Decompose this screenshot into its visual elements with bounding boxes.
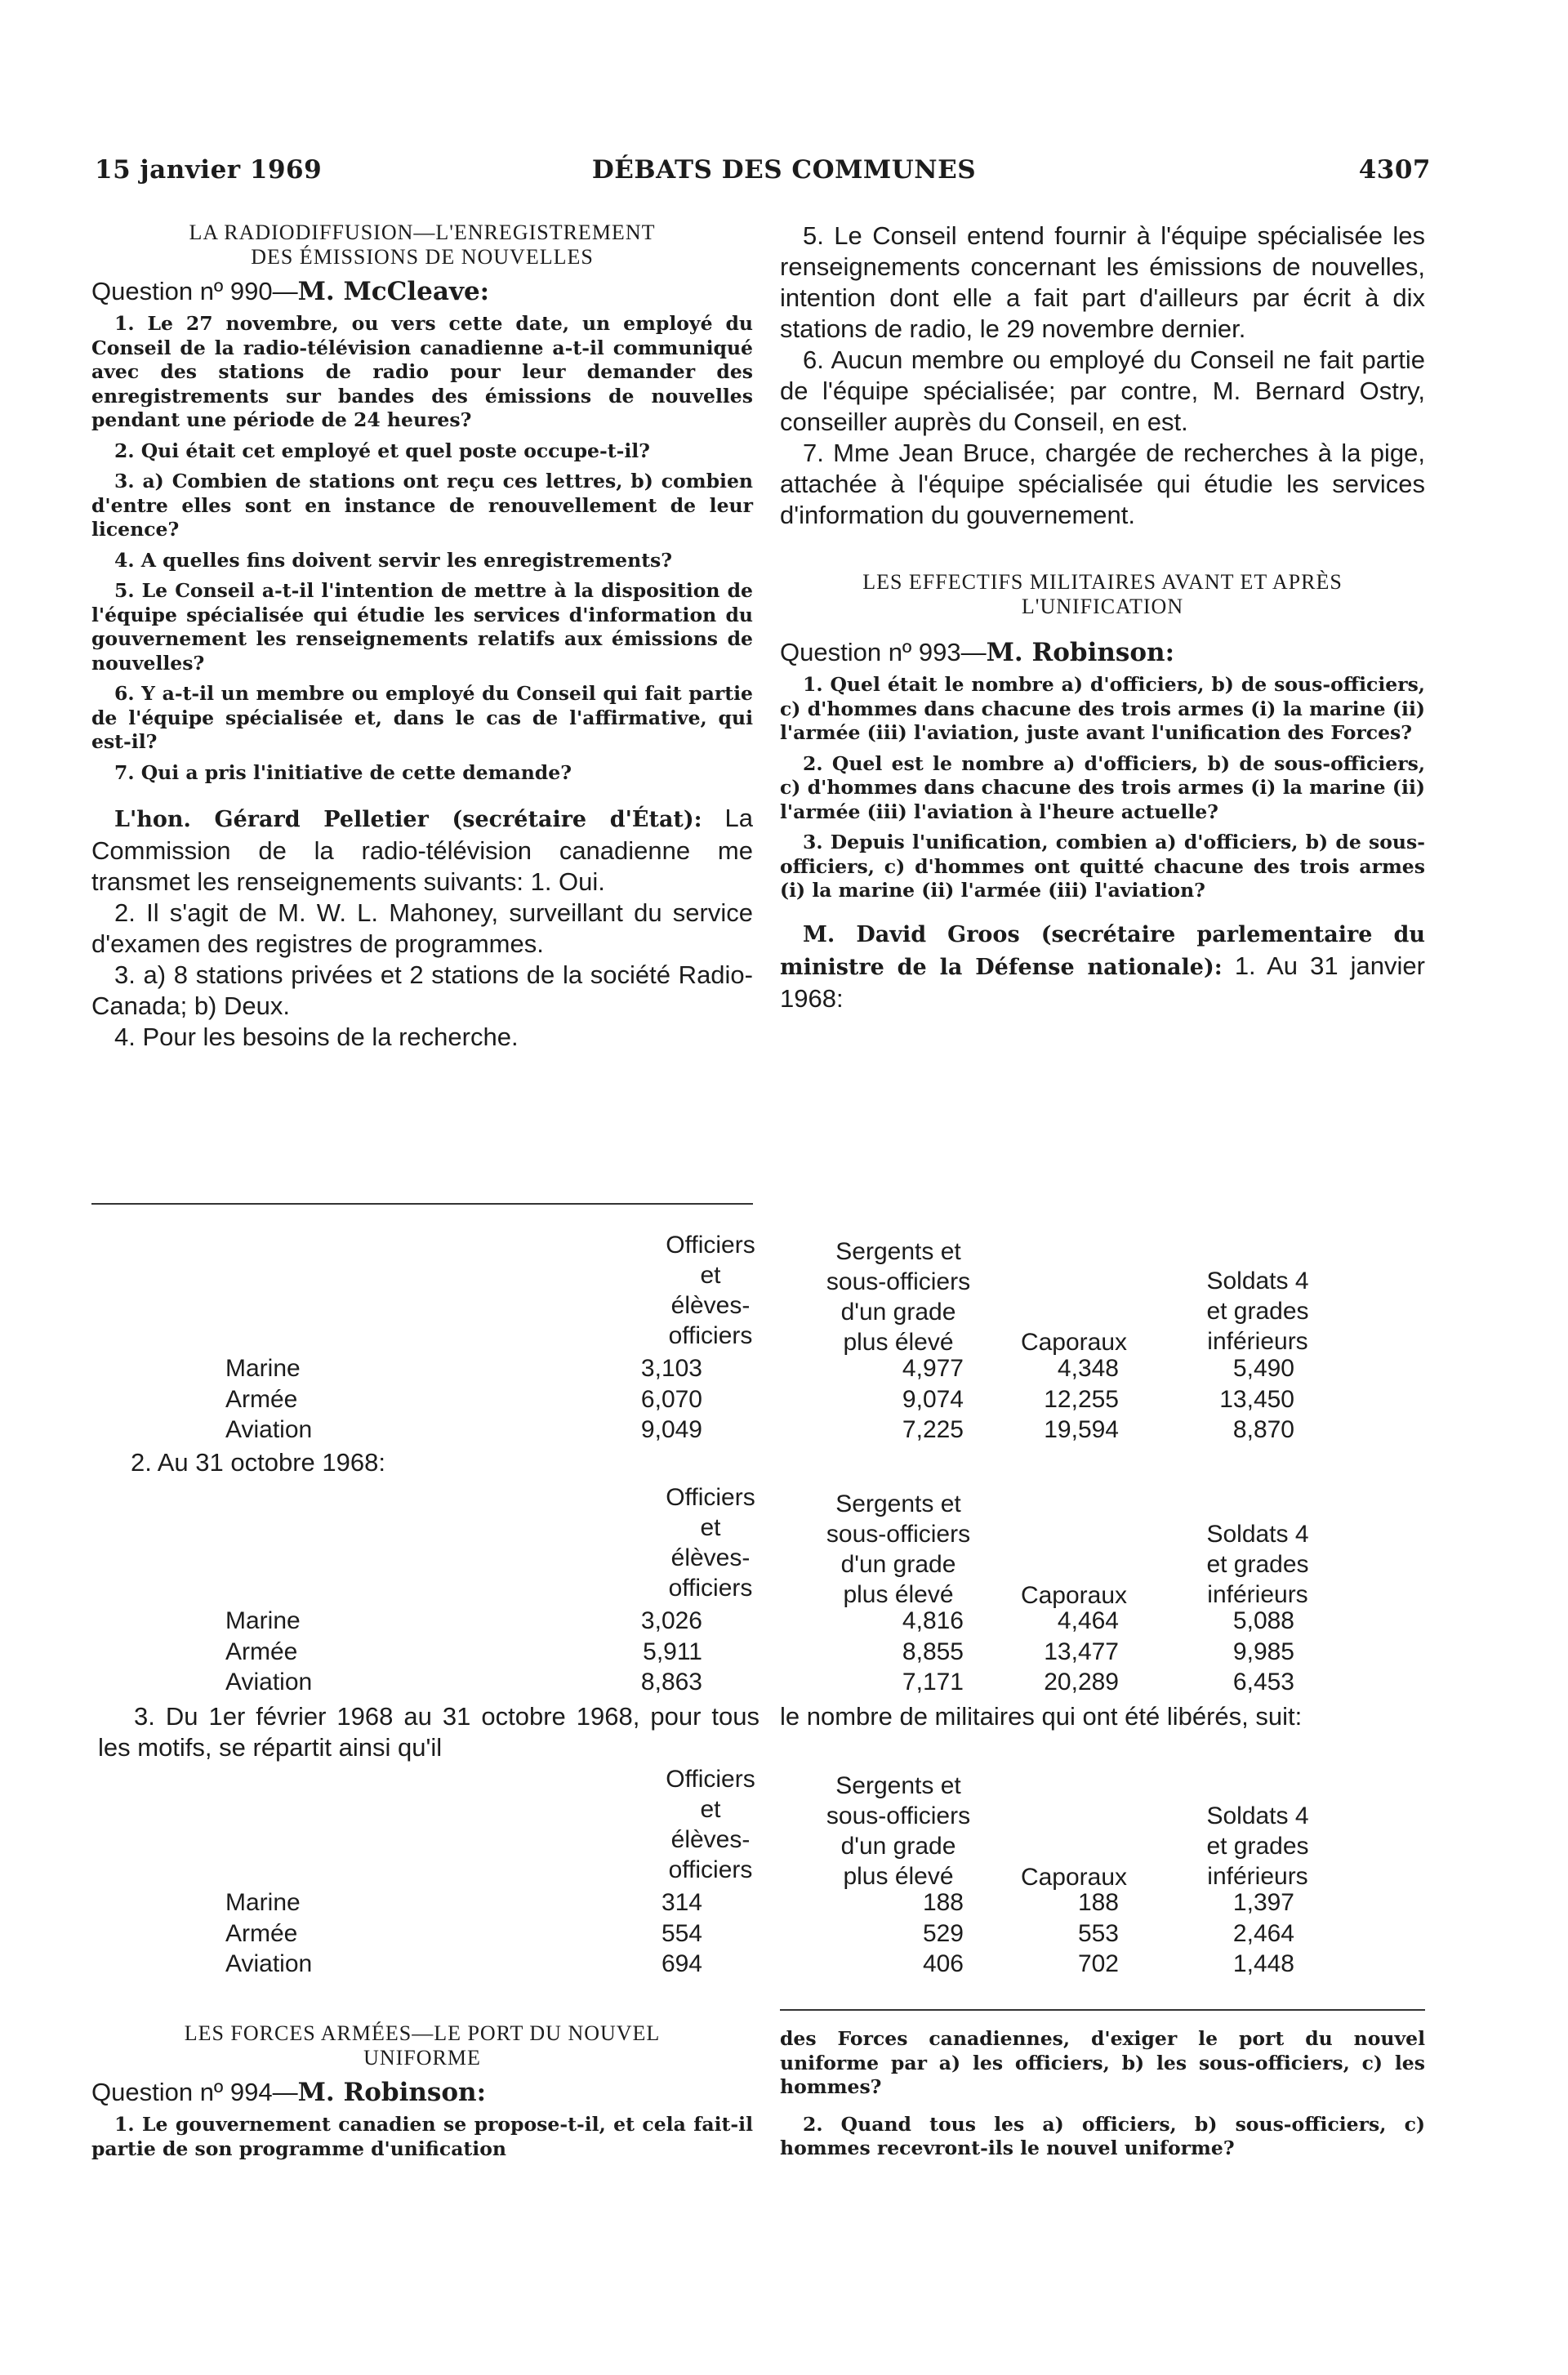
t2-cell-caporaux: 20,289 bbox=[1044, 1669, 1119, 1695]
t2-cell-sergents: 8,855 bbox=[902, 1638, 964, 1665]
t1-cell-soldats: 13,450 bbox=[1219, 1385, 1294, 1413]
t2-row-label: Marine bbox=[225, 1607, 301, 1634]
section-rule-right bbox=[780, 2009, 1425, 2011]
t3-header-soldats: Soldats 4 et grades inférieurs bbox=[1206, 1802, 1309, 1890]
q990-answer-3: 3. a) 8 stations privées et 2 stations de la société Radio-Canada; b) Deux. bbox=[91, 960, 753, 1020]
t3-cell-officiers: 314 bbox=[661, 1889, 702, 1916]
q993-author: M. Robinson: bbox=[986, 638, 1175, 667]
q993-question-label bbox=[780, 637, 1425, 668]
q993-speaker: M. David Groos (secrétaire parlementaire du ministre de la Défense nationale): bbox=[780, 921, 1425, 980]
q993-para-3: 3. Depuis l'unification, combien a) d'officiers, b) de sous-officiers, c) d'hommes ont quitté chacune des trois armes (i) la marine (ii) l'armée (iii) l'aviation? bbox=[780, 831, 1425, 902]
q990-number: Question nº 990— bbox=[91, 277, 298, 305]
t1-cell-sergents: 9,074 bbox=[902, 1385, 964, 1413]
q990-para-7: 7. Qui a pris l'initiative de cette demande? bbox=[114, 760, 572, 784]
q990-heading-line2: DES ÉMISSIONS DE NOUVELLES bbox=[251, 245, 594, 269]
page-header-title: DÉBATS DES COMMUNES bbox=[591, 155, 977, 185]
t2-row-label: Aviation bbox=[225, 1669, 313, 1695]
t1-row-label: Marine bbox=[225, 1355, 301, 1382]
t2-header-officiers: Officiers et élèves- officiers bbox=[666, 1484, 755, 1602]
q994-heading-line2: UNIFORME bbox=[363, 2046, 481, 2070]
t1-header-caporaux: Caporaux bbox=[1020, 1329, 1128, 1356]
t3-header-sergents: Sergents et sous-officiers d'un grade plus élevé bbox=[826, 1772, 971, 1890]
t1-cell-officiers: 3,103 bbox=[640, 1355, 702, 1382]
q993-para-1: 1. Quel était le nombre a) d'officiers, b) de sous-officiers, c) d'hommes dans chacune des trois armes (i) la marine (ii) l'armée (iii) l'aviation, juste avant l'unification des Forces? bbox=[780, 673, 1425, 744]
q990-answer-2: 2. Il s'agit de M. W. L. Mahoney, surveillant du service d'examen des registres de programmes. bbox=[91, 898, 753, 958]
t3-header-caporaux: Caporaux bbox=[1020, 1864, 1128, 1891]
t1-cell-caporaux: 12,255 bbox=[1044, 1385, 1119, 1413]
q990-para-5: 5. Le Conseil a-t-il l'intention de mettre à la disposition de l'équipe spécialisée qui étudie les services d'information du gouvernement les renseignements relatifs aux émissions de nouvelles? bbox=[91, 579, 753, 675]
t2-row-label: Armée bbox=[225, 1638, 298, 1665]
page-number: 4307 bbox=[1358, 155, 1431, 185]
q994-right-block bbox=[780, 2027, 1425, 2168]
q990-para-6: 6. Y a-t-il un membre ou employé du Conseil qui fait partie de l'équipe spécialisée et, dans le cas de l'affirmative, qui est-il? bbox=[91, 682, 753, 753]
q994-para-2: 2. Quand tous les a) officiers, b) sous-officiers, c) hommes recevront-ils le nouvel uniforme? bbox=[780, 2112, 1425, 2159]
t1-header-soldats: Soldats 4 et grades inférieurs bbox=[1206, 1268, 1309, 1355]
q993-answer-text: 1. Au 31 janvier 1968: bbox=[780, 951, 1425, 1013]
q994-left-block bbox=[91, 2021, 753, 2168]
q994-para-1-right: des Forces canadiennes, d'exiger le port du nouvel uniforme par a) les officiers, b) les sous-officiers, c) les hommes? bbox=[780, 2027, 1425, 2098]
q993-para-2: 2. Quel est le nombre a) d'officiers, b) de sous-officiers, c) d'hommes dans chacune des trois armes (i) la marine (ii) l'armée (iii) l'aviation à l'heure actuelle? bbox=[780, 751, 1425, 823]
t1-cell-soldats: 8,870 bbox=[1232, 1416, 1294, 1443]
q990-answer-4: 4. Pour les besoins de la recherche. bbox=[114, 1023, 519, 1051]
t2-cell-soldats: 6,453 bbox=[1232, 1669, 1294, 1695]
t2-cell-soldats: 9,985 bbox=[1232, 1638, 1294, 1665]
t2-header-sergents: Sergents et sous-officiers d'un grade plus élevé bbox=[826, 1491, 971, 1608]
t3-cell-soldats: 1,397 bbox=[1232, 1889, 1294, 1916]
q990-para-1: 1. Le 27 novembre, ou vers cette date, un employé du Conseil de la radio-télévision canadienne a-t-il communiqué avec des stations de radio pour leur demander des enregistrements sur bandes des émissions de nouvelles pendant une période de 24 heures? bbox=[91, 312, 753, 431]
t3-cell-officiers: 554 bbox=[661, 1919, 702, 1947]
q993-answer-3-intro-left: 3. Du 1er février 1968 au 31 octobre 1968, pour tous les motifs, se répartit ainsi qu'il bbox=[98, 1702, 760, 1762]
t1-cell-sergents: 7,225 bbox=[902, 1416, 964, 1443]
q990-author: M. McCleave: bbox=[297, 277, 490, 306]
t2-cell-officiers: 3,026 bbox=[640, 1607, 702, 1634]
t2-cell-caporaux: 13,477 bbox=[1044, 1638, 1119, 1665]
t1-cell-caporaux: 19,594 bbox=[1044, 1416, 1119, 1443]
page-header-date: 15 janvier 1969 bbox=[95, 155, 323, 185]
q994-author: M. Robinson: bbox=[297, 2078, 487, 2107]
q990-answer-intro bbox=[91, 803, 753, 898]
q990-para-2: 2. Qui était cet employé et quel poste occupe-t-il? bbox=[114, 439, 650, 462]
t2-header-caporaux: Caporaux bbox=[1020, 1582, 1128, 1609]
t1-header-sergents: Sergents et sous-officiers d'un grade plus élevé bbox=[826, 1238, 971, 1356]
t3-row-label: Aviation bbox=[225, 1950, 313, 1977]
t2-cell-soldats: 5,088 bbox=[1232, 1607, 1294, 1634]
t1-cell-officiers: 9,049 bbox=[640, 1416, 702, 1443]
t3-row-label: Marine bbox=[225, 1889, 301, 1916]
q993-number: Question nº 993— bbox=[780, 638, 987, 666]
t1-row-label: Armée bbox=[225, 1385, 298, 1413]
t1-header-officiers: Officiers et élèves- officiers bbox=[666, 1232, 755, 1349]
q990-answer-6: 6. Aucun membre ou employé du Conseil ne fait partie de l'équipe spécialisée; par contre, M. Bernard Ostry, conseiller auprès du Conseil, en est. bbox=[780, 345, 1425, 436]
t3-cell-sergents: 529 bbox=[922, 1919, 964, 1947]
t1-cell-caporaux: 4,348 bbox=[1057, 1355, 1119, 1382]
t3-cell-caporaux: 553 bbox=[1077, 1919, 1119, 1947]
t2-cell-sergents: 7,171 bbox=[902, 1669, 964, 1695]
q993-answer-intro bbox=[780, 918, 1425, 1014]
t3-header-officiers: Officiers et élèves- officiers bbox=[666, 1766, 755, 1883]
q990-answer-text: La Commission de la radio-télévision canadienne me transmet les renseignements suivants: 1. Oui. bbox=[91, 804, 753, 896]
q990-speaker: L'hon. Gérard Pelletier (secrétaire d'État): bbox=[114, 807, 702, 832]
q994-heading-line1: LES FORCES ARMÉES—LE PORT DU NOUVEL bbox=[184, 2021, 661, 2045]
t1-row-label: Aviation bbox=[225, 1416, 313, 1443]
q990-question-label bbox=[91, 276, 753, 307]
t2-cell-caporaux: 4,464 bbox=[1057, 1607, 1119, 1634]
t3-cell-soldats: 2,464 bbox=[1232, 1919, 1294, 1947]
t2-cell-officiers: 8,863 bbox=[640, 1669, 702, 1695]
t2-header-soldats: Soldats 4 et grades inférieurs bbox=[1206, 1521, 1309, 1608]
t2-cell-sergents: 4,816 bbox=[902, 1607, 964, 1634]
t1-cell-officiers: 6,070 bbox=[640, 1385, 702, 1413]
q990-para-3: 3. a) Combien de stations ont reçu ces lettres, b) combien d'entre elles sont en instance de renouvellement de leur licence? bbox=[91, 470, 753, 541]
t1-cell-soldats: 5,490 bbox=[1232, 1355, 1294, 1382]
q993-heading-line1: LES EFFECTIFS MILITAIRES AVANT ET APRÈS bbox=[862, 570, 1343, 594]
left-column bbox=[91, 221, 753, 1053]
q994-question-label bbox=[91, 2077, 753, 2108]
q990-answer-5: 5. Le Conseil entend fournir à l'équipe spécialisée les renseignements concernant les émissions de nouvelles, intention dont elle a fait part d'ailleurs par écrit à dix stations de radio, le 29 novembre dernier. bbox=[780, 221, 1425, 343]
q993-answer-2-intro: 2. Au 31 octobre 1968: bbox=[131, 1448, 385, 1477]
q990-answer-7: 7. Mme Jean Bruce, chargée de recherches à la pige, attachée à l'équipe spécialisée qui étudie les services d'information du gouvernement. bbox=[780, 439, 1425, 529]
t3-cell-sergents: 406 bbox=[922, 1950, 964, 1977]
q994-number: Question nº 994— bbox=[91, 2078, 298, 2106]
t3-cell-sergents: 188 bbox=[922, 1889, 964, 1916]
section-rule-left bbox=[91, 1203, 753, 1205]
t3-row-label: Armée bbox=[225, 1919, 298, 1947]
q993-heading-line2: L'UNIFICATION bbox=[1021, 595, 1184, 618]
t3-cell-caporaux: 702 bbox=[1077, 1950, 1119, 1977]
t3-cell-soldats: 1,448 bbox=[1232, 1950, 1294, 1977]
t2-cell-officiers: 5,911 bbox=[643, 1638, 702, 1665]
t1-cell-sergents: 4,977 bbox=[902, 1355, 964, 1382]
q994-para-1-left: 1. Le gouvernement canadien se propose-t-il, et cela fait-il partie de son programme d'unification bbox=[91, 2113, 753, 2160]
q990-heading-line1: LA RADIODIFFUSION—L'ENREGISTREMENT bbox=[189, 221, 656, 244]
q993-answer-3-intro-right: le nombre de militaires qui ont été libérés, suit: bbox=[780, 1702, 1303, 1731]
q990-para-4: 4. A quelles fins doivent servir les enregistrements? bbox=[114, 548, 673, 572]
t3-cell-officiers: 694 bbox=[661, 1950, 702, 1977]
t3-cell-caporaux: 188 bbox=[1077, 1889, 1119, 1916]
right-column bbox=[780, 221, 1425, 1014]
